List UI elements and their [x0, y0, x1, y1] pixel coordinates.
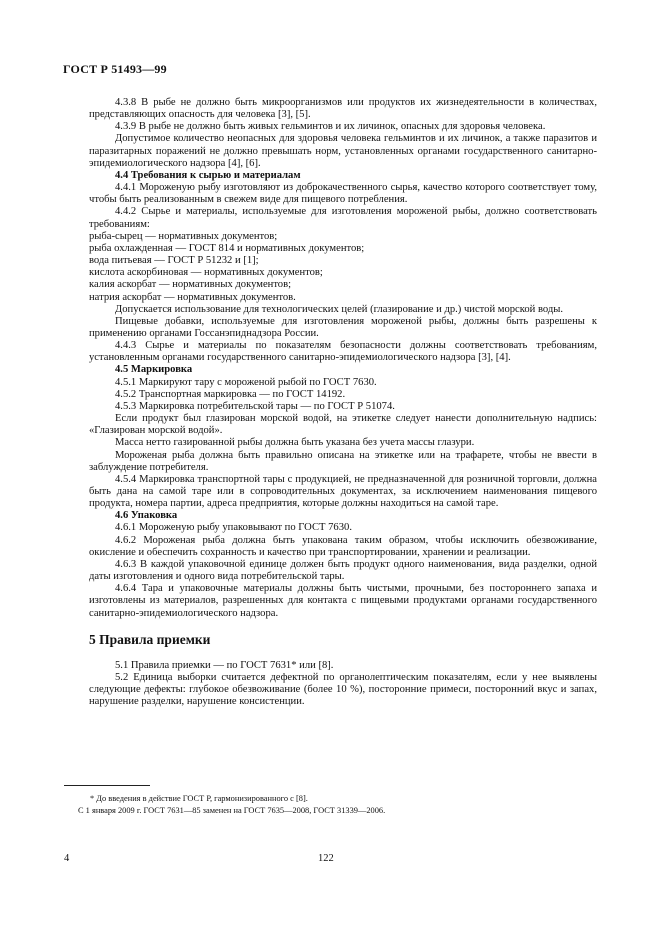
paragraph-4-5-3: 4.5.3 Маркировка потребительской тары — по ГОСТ Р 51074. [115, 400, 395, 412]
list-item: рыба охлажденная — ГОСТ 814 и нормативных документов; [89, 242, 365, 254]
paragraph-4-3-9-cont: Допустимое количество неопасных для здоровья человека гельминтов и их личинок, а также паразитов и паразитарных поражений не должно превышать норм, установленных органами государственного санитарно-эпидемиологического надзора [4], [6]. [89, 133, 597, 169]
document-code-header: ГОСТ Р 51493—99 [63, 62, 167, 76]
paragraph-4-4-2-additives: Пищевые добавки, используемые для изготовления мороженой рыбы, должны быть разрешены к применению органами Госсанэпиднадзора России. [89, 315, 597, 339]
list-item: рыба-сырец — нормативных документов; [89, 230, 278, 242]
paragraph-4-5-3-description: Мороженая рыба должна быть правильно описана на этикетке или на трафарете, чтобы не ввести в заблуждение потребителя. [89, 449, 597, 473]
paragraph-4-6-2: 4.6.2 Мороженая рыба должна быть упакована таким образом, чтобы исключить обезвоживание, окисление и обеспечить сохранность и качество при транспортировании, хранении и реализации. [89, 534, 597, 558]
section-5-heading: 5 Правила приемки [89, 631, 211, 647]
paragraph-4-4-2: 4.4.2 Сырье и материалы, используемые для изготовления мороженой рыбы, должно соответствовать требованиям: [89, 206, 597, 230]
heading-4-6: 4.6 Упаковка [115, 510, 178, 522]
paragraph-4-5-2: 4.5.2 Транспортная маркировка — по ГОСТ 14192. [115, 388, 346, 400]
paragraph-4-4-3: 4.4.3 Сырье и материалы по показателям безопасности должны соответствовать требованиям, установленным органами государственного санитарно-эпидемиологического надзора [3], [4]. [89, 340, 597, 364]
footnote-divider [64, 785, 150, 786]
page-number-left: 4 [64, 853, 70, 864]
paragraph-4-6-3: 4.6.3 В каждой упаковочной единице должен быть продукт одного наименования, вида разделки, одной даты изготовления и одного вида потребительской тары. [89, 558, 597, 583]
paragraph-4-4-1: 4.4.1 Мороженую рыбу изготовляют из доброкачественного сырья, качество которого соответствует тому, чтобы быть реализованным в свежем виде для пищевого потребления. [89, 182, 597, 206]
paragraph-5-2: 5.2 Единица выборки считается дефектной по органолептическим показателям, если у нее выявлены следующие дефекты: глубокое обезвоживание (более 10 %), посторонние примеси, посторонний вкус и запах, нарушение разделки, нарушение консистенции. [89, 672, 597, 708]
footnote-2: С 1 января 2009 г. ГОСТ 7631—85 заменен на ГОСТ 7635—2008, ГОСТ 31339—2006. [78, 806, 386, 815]
footnote-1: * До введения в действие ГОСТ Р, гармонизированного с [8]. [90, 794, 308, 803]
paragraph-4-6-1: 4.6.1 Мороженую рыбу упаковывают по ГОСТ 7630. [115, 522, 352, 534]
paragraph-4-5-4: 4.5.4 Маркировка транспортной тары с продукцией, не предназначенной для розничной торговли, должна быть дана на самой таре или в сопроводительных документах, за исключением наименования пищевого продукта, номера партии, адреса предприятия, которые должны находиться на самой таре. [89, 473, 597, 510]
heading-4-4: 4.4 Требования к сырью и материалам [115, 169, 301, 181]
paragraph-4-3-8: 4.3.8 В рыбе не должно быть микроорганизмов или продуктов их жизнедеятельности в количествах, представляющих опасность для человека [3], [5]. [89, 97, 597, 121]
paragraph-4-3-9: 4.3.9 В рыбе не должно быть живых гельминтов и их личинок, опасных для здоровья человека. [115, 121, 546, 133]
paragraph-4-5-3-label: Если продукт был глазирован морской водой, на этикетке следует нанести дополнительную надпись: «Глазирован морской водой». [89, 413, 597, 437]
list-item: кислота аскорбиновая — нормативных документов; [89, 267, 323, 279]
heading-4-5: 4.5 Маркировка [115, 364, 193, 376]
paragraph-4-5-3-mass: Масса нетто газированной рыбы должна быть указана без учета массы глазури. [115, 437, 475, 449]
paragraph-5-1: 5.1 Правила приемки — по ГОСТ 7631* или [8]. [115, 659, 334, 671]
document-body [89, 97, 597, 709]
paragraph-4-5-1: 4.5.1 Маркируют тару с мороженой рыбой по ГОСТ 7630. [115, 376, 377, 388]
page-number-center: 122 [318, 853, 334, 864]
paragraph-4-6-4: 4.6.4 Тара и упаковочные материалы должны быть чистыми, прочными, без постороннего запаха и изготовлены из материалов, разрешенных для контакта с пищевыми продуктами органами государственного санитарно-эпидемиологического надзора. [89, 583, 597, 619]
list-item: калия аскорбат — нормативных документов; [89, 279, 292, 291]
paragraph-4-4-2-glazing: Допускается использование для технологических целей (глазирование и др.) чистой морской воды. [115, 303, 564, 315]
list-item: натрия аскорбат — нормативных документов. [89, 291, 296, 303]
list-item: вода питьевая — ГОСТ Р 51232 и [1]; [89, 255, 259, 267]
